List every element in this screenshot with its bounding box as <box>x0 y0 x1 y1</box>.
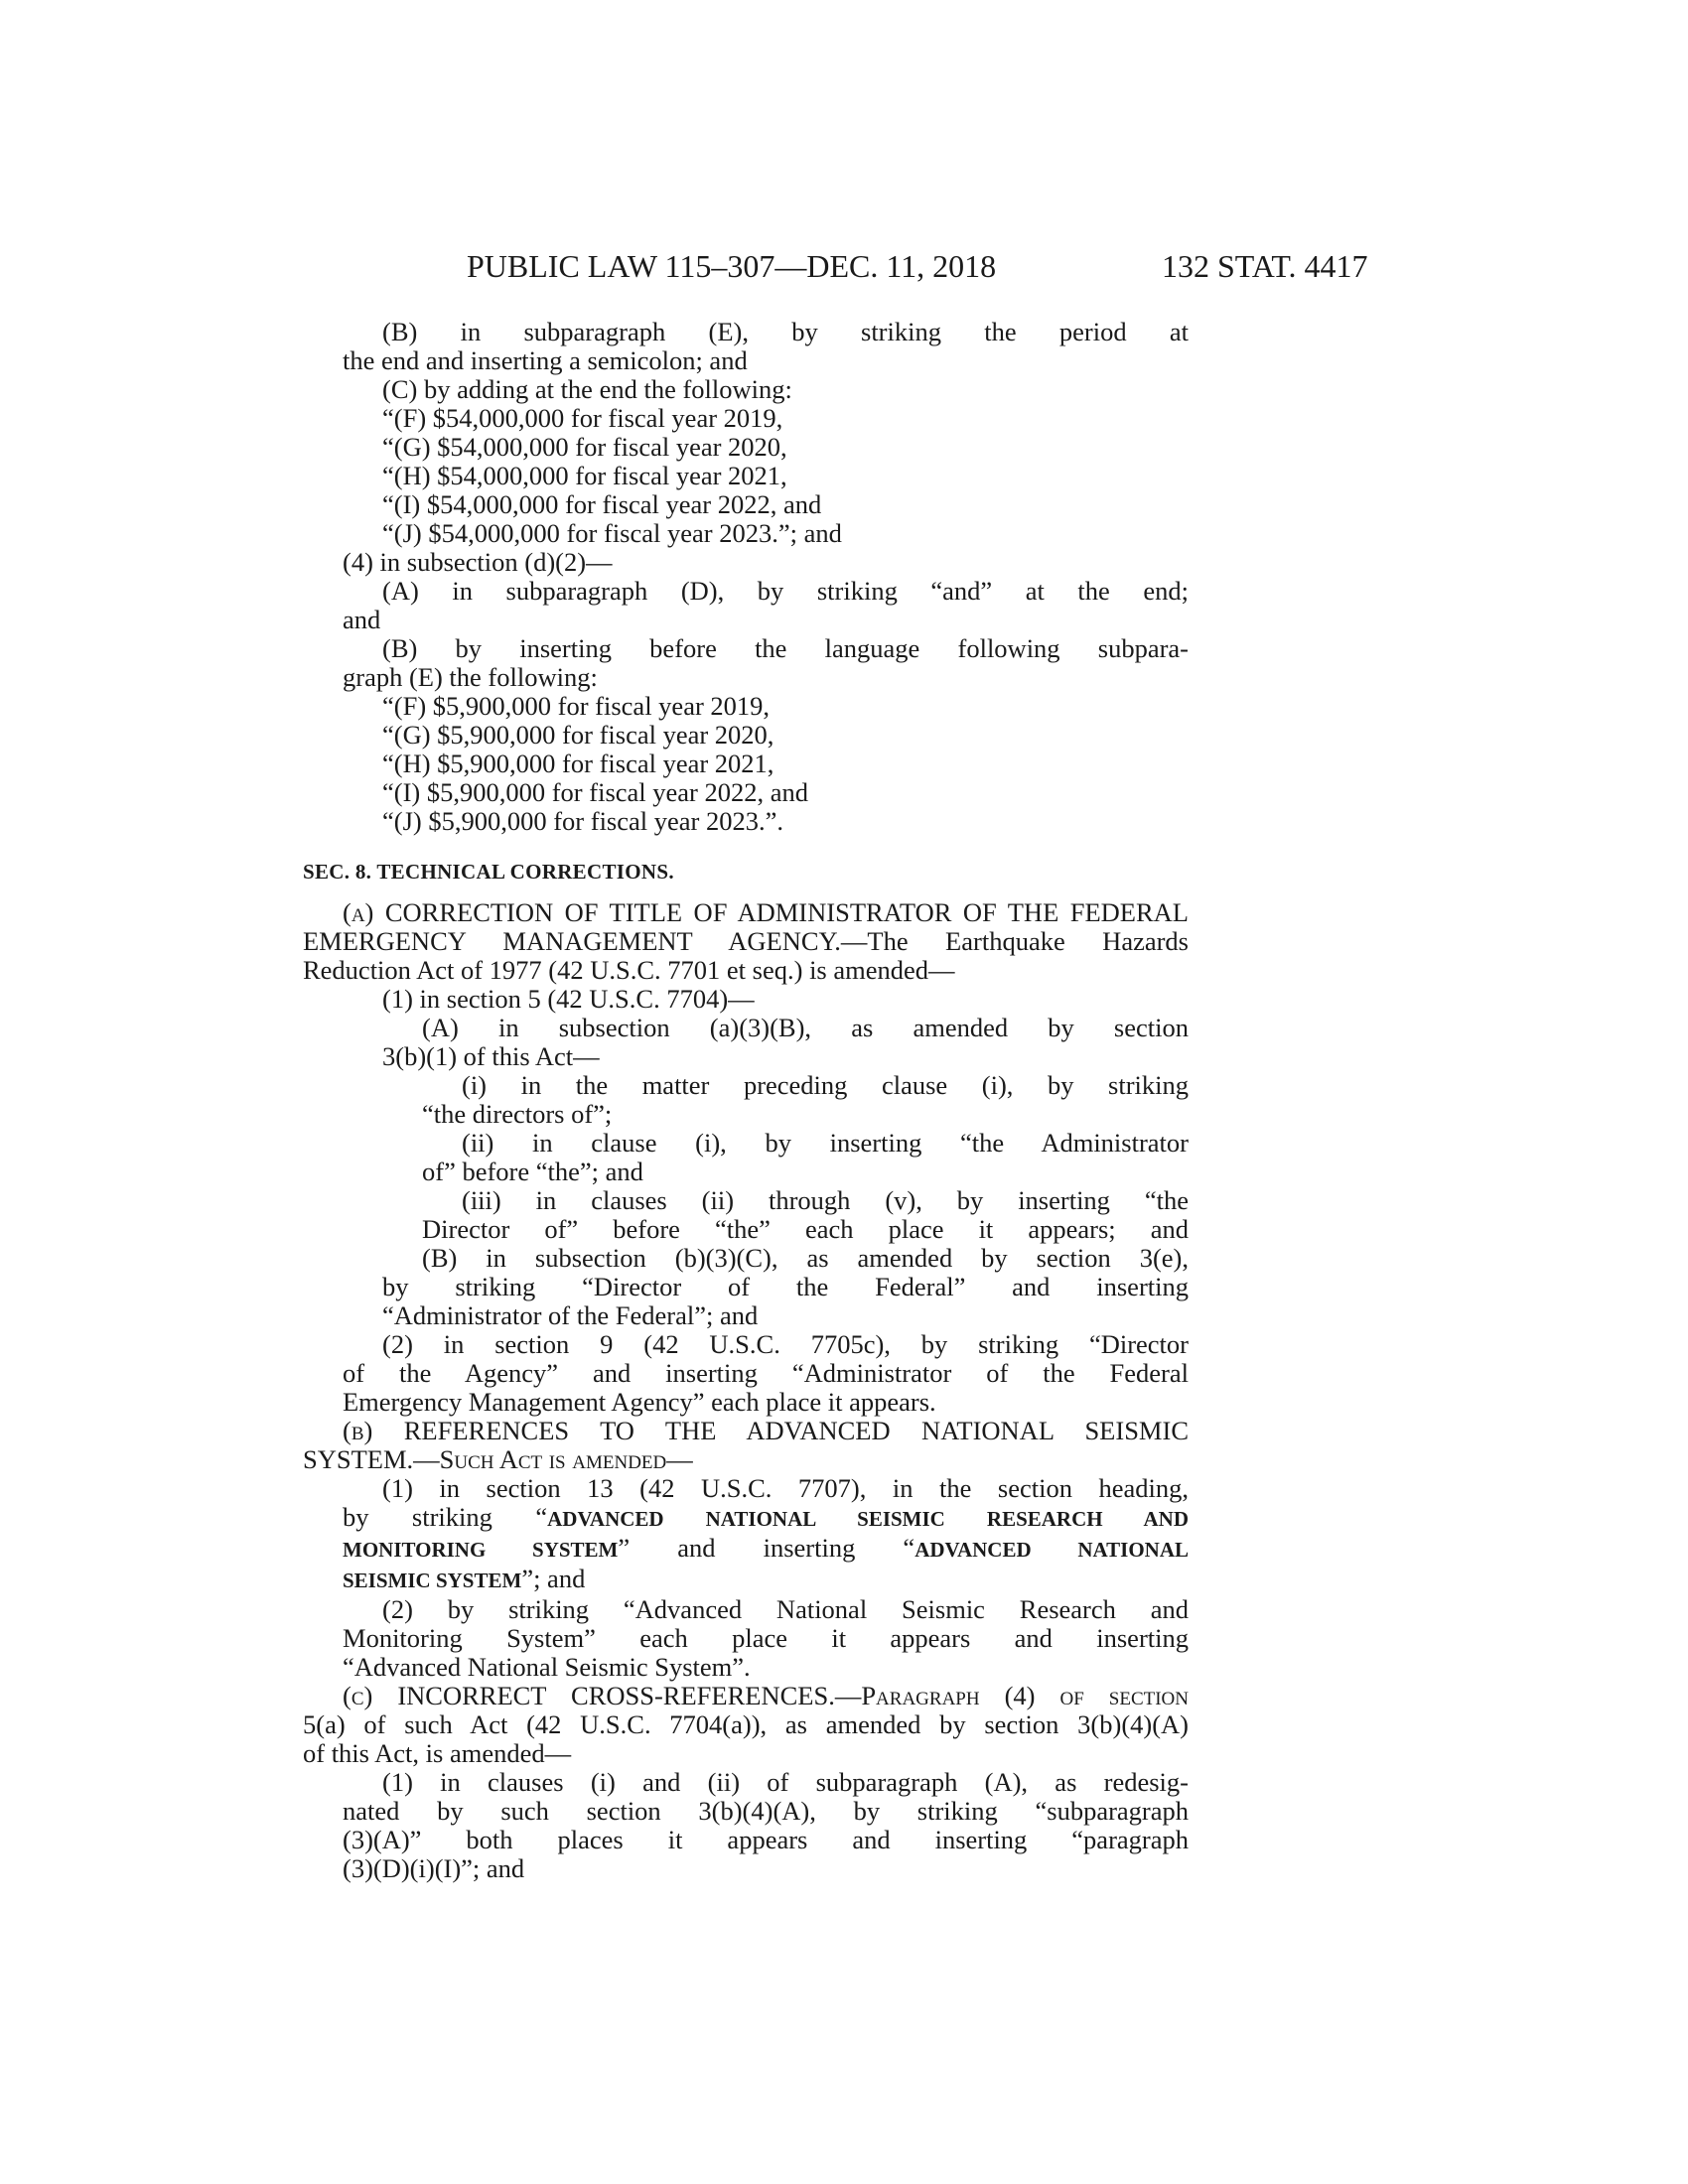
text-line: (2) by striking “Advanced National Seismic Research and <box>382 1594 1189 1624</box>
text-line: (iii) in clauses (ii) through (v), by inserting “the <box>462 1185 1189 1215</box>
text-line: (4) in subsection (d)(2)— <box>343 547 613 577</box>
text-line: nated by such section 3(b)(4)(A), by striking “subparagraph <box>343 1796 1189 1826</box>
text-line: “(I) $54,000,000 for fiscal year 2022, and <box>382 489 822 519</box>
text-line: SYSTEM.—Such Act is amended— <box>303 1444 693 1474</box>
text-line: graph (E) the following: <box>343 662 598 692</box>
text-line: (B) in subparagraph (E), by striking the period at <box>382 317 1189 346</box>
text-line: “(I) $5,900,000 for fiscal year 2022, and <box>382 777 809 807</box>
text-line: “(G) $5,900,000 for fiscal year 2020, <box>382 720 774 750</box>
section-heading: SEC. 8. TECHNICAL CORRECTIONS. <box>303 860 674 884</box>
text-line: (1) in section 5 (42 U.S.C. 7704)— <box>382 984 755 1014</box>
text-line: (B) in subsection (b)(3)(C), as amended by section 3(e), <box>422 1243 1189 1273</box>
text-line: (1) in section 13 (42 U.S.C. 7707), in the section heading, <box>382 1473 1189 1503</box>
text-line: and <box>343 605 381 634</box>
text-line: Director of” before “the” each place it appears; and <box>422 1214 1189 1244</box>
text-line: of the Agency” and inserting “Administrator of the Federal <box>343 1358 1189 1388</box>
text-line: Monitoring System” each place it appears and inserting <box>343 1623 1189 1653</box>
text-line: “(H) $5,900,000 for fiscal year 2021, <box>382 749 774 778</box>
text-line: 3(b)(1) of this Act— <box>382 1041 600 1071</box>
text-line: (1) in clauses (i) and (ii) of subparagraph (A), as redesig- <box>382 1767 1189 1797</box>
text-line: by striking “Director of the Federal” and inserting <box>382 1272 1189 1301</box>
text-line: “(F) $54,000,000 for fiscal year 2019, <box>382 403 783 433</box>
page-number: 132 STAT. 4417 <box>1162 248 1368 284</box>
text-line: of” before “the”; and <box>422 1157 643 1186</box>
text-line: “(H) $54,000,000 for fiscal year 2021, <box>382 461 787 490</box>
text-line: “(J) $54,000,000 for fiscal year 2023.”; and <box>382 518 842 548</box>
text-line: (A) in subparagraph (D), by striking “and” at the end; <box>382 576 1189 606</box>
text-line: (b) REFERENCES TO THE ADVANCED NATIONAL SEISMIC <box>343 1416 1189 1445</box>
bold-heading-text: SEISMIC SYSTEM <box>343 1569 522 1592</box>
document-body <box>303 318 1189 1883</box>
text-line <box>303 1565 1189 1595</box>
text-line: (2) in section 9 (42 U.S.C. 7705c), by striking “Director <box>382 1329 1189 1359</box>
text-fragment: by striking “ <box>343 1502 548 1532</box>
text-line: Reduction Act of 1977 (42 U.S.C. 7701 et seq.) is amended— <box>303 955 955 985</box>
bold-heading-text: MONITORING SYSTEM <box>343 1538 619 1562</box>
text-line: (C) by adding at the end the following: <box>382 374 792 404</box>
text-line: (i) in the matter preceding clause (i), by striking <box>462 1070 1189 1100</box>
text-line: “the directors of”; <box>422 1099 613 1129</box>
bold-heading-text: ADVANCED NATIONAL SEISMIC RESEARCH AND <box>547 1507 1189 1531</box>
text-line: (ii) in clause (i), by inserting “the Administrator <box>462 1128 1189 1158</box>
text-line: (B) by inserting before the language following subpara- <box>382 633 1189 663</box>
text-line: (a) CORRECTION OF TITLE OF ADMINISTRATOR OF THE FEDERAL <box>343 897 1189 927</box>
text-line: (A) in subsection (a)(3)(B), as amended by section <box>422 1013 1189 1042</box>
text-line: “Advanced National Seismic System”. <box>343 1652 751 1682</box>
text-line <box>303 1534 1189 1565</box>
text-line: (c) INCORRECT CROSS-REFERENCES.—Paragraph (4) of section <box>343 1681 1189 1710</box>
text-line <box>303 1503 1189 1534</box>
text-line: (3)(D)(i)(I)”; and <box>343 1853 525 1883</box>
text-line: Emergency Management Agency” each place it appears. <box>343 1387 936 1417</box>
text-fragment: ” and inserting “ <box>618 1533 915 1563</box>
text-line: “(J) $5,900,000 for fiscal year 2023.”. <box>382 806 783 836</box>
text-line: 5(a) of such Act (42 U.S.C. 7704(a)), as amended by section 3(b)(4)(A) <box>303 1709 1189 1739</box>
text-line: “Administrator of the Federal”; and <box>382 1300 759 1330</box>
text-line: of this Act, is amended— <box>303 1738 572 1768</box>
page-header <box>0 246 1688 286</box>
text-line: “(G) $54,000,000 for fiscal year 2020, <box>382 432 787 462</box>
text-line: EMERGENCY MANAGEMENT AGENCY.—The Earthquake Hazards <box>303 926 1189 956</box>
text-fragment: ”; and <box>521 1564 586 1593</box>
text-line: “(F) $5,900,000 for fiscal year 2019, <box>382 691 771 721</box>
running-head: PUBLIC LAW 115–307—DEC. 11, 2018 <box>467 248 997 284</box>
text-line: the end and inserting a semicolon; and <box>343 345 748 375</box>
bold-heading-text: ADVANCED NATIONAL <box>914 1538 1189 1562</box>
text-line: (3)(A)” both places it appears and inserting “paragraph <box>343 1825 1189 1854</box>
